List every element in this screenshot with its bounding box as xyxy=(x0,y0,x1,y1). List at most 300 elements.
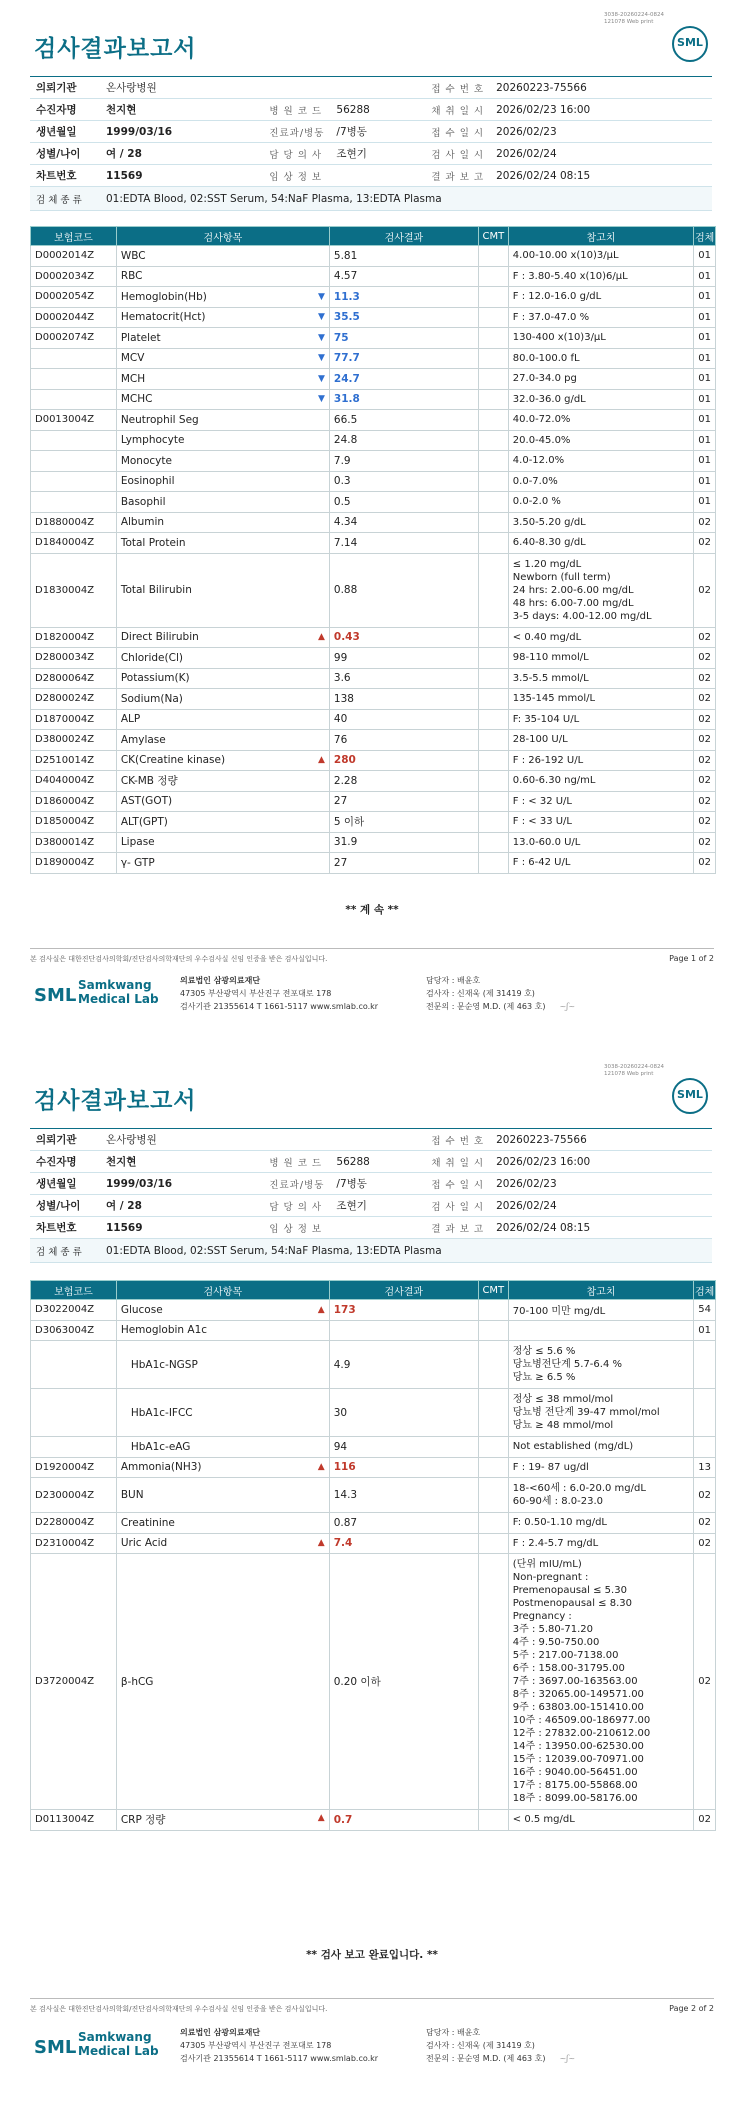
specimen-code: 02 xyxy=(694,1554,716,1810)
reference-range: 80.0-100.0 fL xyxy=(508,348,693,369)
insurance-code: D2310004Z xyxy=(31,1533,117,1554)
result-row xyxy=(31,689,716,710)
result-value: 0.5 xyxy=(329,492,478,513)
result-value: 4.57 xyxy=(329,266,478,287)
continue-note: ** 계 속 ** xyxy=(345,904,399,916)
specimen-code: 02 xyxy=(694,832,716,853)
insurance-code xyxy=(31,348,117,369)
reference-range: 6.40-8.30 g/dL xyxy=(508,533,693,554)
insurance-code: D0002054Z xyxy=(31,287,117,308)
result-value: 30 xyxy=(329,1389,478,1437)
result-value: 27 xyxy=(329,853,478,874)
insurance-code xyxy=(31,451,117,472)
specimen-code: 02 xyxy=(694,1513,716,1534)
result-value: 0.87 xyxy=(329,1513,478,1534)
test-item-label: Total Bilirubin xyxy=(120,584,192,596)
reference-range: 3.5-5.5 mmol/L xyxy=(508,668,693,689)
reference-range: 0.0-7.0% xyxy=(508,471,693,492)
test-item xyxy=(116,1554,329,1810)
specimen-code: 01 xyxy=(694,348,716,369)
patient-info-table: 의뢰기관 온사랑병원 접 수 번 호 20260223-75566 수진자명 천지현 병 원 코 드 56288 채 취 일 시 2026/02/23 16:00 생년월일 1999/03/16 진료과/병동 /7병동 접 수 일 시 2026/02/23 성별/나이 여 / 28 담 당 의 사 조현기 검 사 일 시 2026/02/24 차트번호 11569 임 상 정 보 결 과 보 고 2026/02/24 08:15 검 체 종 류 01:EDTA Blood, 02:SST Serum, 54:NaF Plasma, 13:EDTA Plasma xyxy=(30,1128,712,1263)
reference-range: 13.0-60.0 U/L xyxy=(508,832,693,853)
result-row xyxy=(31,832,716,853)
signature: ~ʃ~ xyxy=(559,1002,576,1011)
results-table xyxy=(30,1280,716,1831)
col-test-item: 검사항목 xyxy=(116,227,329,246)
reference-range: 135-145 mmol/L xyxy=(508,689,693,710)
result-value: 2.28 xyxy=(329,771,478,792)
test-item-label: Lipase xyxy=(120,836,155,849)
result-value: 280 xyxy=(329,750,478,771)
hospital-value: 온사랑병원 xyxy=(100,77,425,99)
insurance-code: D0002074Z xyxy=(31,328,117,349)
dob-value: 1999/03/16 xyxy=(100,121,263,143)
test-item-label: Glucose xyxy=(120,1303,163,1316)
sml-logo-mark: SML xyxy=(34,2037,77,2058)
cmt-cell xyxy=(478,389,508,410)
result-row xyxy=(31,266,716,287)
reference-range: Not established (mg/dL) xyxy=(508,1437,693,1458)
result-value: 0.20 이하 xyxy=(329,1554,478,1810)
high-flag-icon: ▲ xyxy=(317,1813,325,1824)
report-page-2 xyxy=(0,1052,744,2104)
specimen-code: 54 xyxy=(694,1300,716,1321)
test-item-label: ALT(GPT) xyxy=(120,815,168,828)
doctor-label: 담 당 의 사 xyxy=(263,143,330,165)
cmt-cell xyxy=(478,410,508,431)
specimen-code: 02 xyxy=(694,627,716,648)
result-row xyxy=(31,771,716,792)
test-item-label: Direct Bilirubin xyxy=(120,631,199,644)
signature: ~ʃ~ xyxy=(559,2054,576,2063)
specimen-code: 02 xyxy=(694,812,716,833)
chart-value: 11569 xyxy=(100,165,263,187)
cmt-cell xyxy=(478,471,508,492)
high-flag-icon: ▲ xyxy=(317,632,325,643)
result-row xyxy=(31,853,716,874)
result-value: 66.5 xyxy=(329,410,478,431)
insurance-code: D2510014Z xyxy=(31,750,117,771)
specimen-code: 02 xyxy=(694,648,716,669)
patient-value: 천지현 xyxy=(100,99,263,121)
result-value: 4.9 xyxy=(329,1341,478,1389)
test-item-label: Albumin xyxy=(120,516,165,529)
result-value: 75 xyxy=(329,328,478,349)
high-flag-icon: ▲ xyxy=(317,755,325,766)
cmt-cell xyxy=(478,1478,508,1513)
test-item-label: Platelet xyxy=(120,331,161,344)
test-item xyxy=(116,1320,329,1341)
result-row xyxy=(31,512,716,533)
test-date-label: 검 사 일 시 xyxy=(425,143,490,165)
result-row xyxy=(31,750,716,771)
test-item-label: Creatinine xyxy=(120,1516,175,1529)
insurance-code: D3063004Z xyxy=(31,1320,117,1341)
cmt-cell xyxy=(478,328,508,349)
specimen-code: 02 xyxy=(694,709,716,730)
reference-range: F: 35-104 U/L xyxy=(508,709,693,730)
test-item-label: CK-MB 정량 xyxy=(120,775,178,788)
test-item-label: γ- GTP xyxy=(120,856,155,869)
insurance-code xyxy=(31,471,117,492)
cmt-cell xyxy=(478,1300,508,1321)
cmt-cell xyxy=(478,1810,508,1831)
test-item xyxy=(116,730,329,751)
report-label: 결 과 보 고 xyxy=(425,165,490,187)
test-item-label: HbA1c-eAG xyxy=(130,1440,191,1453)
result-value: 4.34 xyxy=(329,512,478,533)
specimen-code: 01 xyxy=(694,410,716,431)
test-item-label: MCHC xyxy=(120,393,153,406)
page-number: Page 2 of 2 xyxy=(669,2004,714,2013)
cmt-cell xyxy=(478,648,508,669)
sml-logo: SML xyxy=(672,26,708,62)
reference-range: 130-400 x(10)3/μL xyxy=(508,328,693,349)
result-row xyxy=(31,648,716,669)
reference-range: F : 3.80-5.40 x(10)6/μL xyxy=(508,266,693,287)
hosp-code-label: 병 원 코 드 xyxy=(263,99,330,121)
lab-staff: 담당자 : 배윤호 검사자 : 신재욱 (제 31419 호) 전문의 : 문순영 M.D. (제 463 호) ~ʃ~ xyxy=(426,2028,576,2063)
test-item xyxy=(116,430,329,451)
report-value: 2026/02/24 08:15 xyxy=(490,165,712,187)
dept-label: 진료과/병동 xyxy=(263,121,330,143)
test-item xyxy=(116,471,329,492)
test-item xyxy=(116,1437,329,1458)
cmt-cell xyxy=(478,348,508,369)
test-item-label: Basophil xyxy=(120,495,166,508)
receipt-no-value: 20260223-75566 xyxy=(490,77,712,99)
insurance-code: D2280004Z xyxy=(31,1513,117,1534)
test-item xyxy=(116,1478,329,1513)
cmt-cell xyxy=(478,1513,508,1534)
test-item xyxy=(116,771,329,792)
high-flag-icon: ▲ xyxy=(317,1462,325,1473)
result-row xyxy=(31,1554,716,1810)
result-row xyxy=(31,492,716,513)
specimen-code: 01 xyxy=(694,246,716,267)
test-item-label: Chloride(Cl) xyxy=(120,651,183,664)
specimen-code: 01 xyxy=(694,389,716,410)
result-value: 24.8 xyxy=(329,430,478,451)
test-item xyxy=(116,853,329,874)
reference-range: 20.0-45.0% xyxy=(508,430,693,451)
reference-range: F : 37.0-47.0 % xyxy=(508,307,693,328)
specimen-code: 01 xyxy=(694,492,716,513)
print-meta: 3038-20260224-0824 121078 Web print xyxy=(604,1064,664,1077)
reference-range: 98-110 mmol/L xyxy=(508,648,693,669)
result-row xyxy=(31,1478,716,1513)
result-row xyxy=(31,328,716,349)
insurance-code: D0002044Z xyxy=(31,307,117,328)
result-row xyxy=(31,471,716,492)
cmt-cell xyxy=(478,1320,508,1341)
low-flag-icon: ▼ xyxy=(317,312,325,323)
test-item xyxy=(116,1810,329,1831)
result-value: 138 xyxy=(329,689,478,710)
reference-range: 27.0-34.0 pg xyxy=(508,369,693,390)
insurance-code: D1880004Z xyxy=(31,512,117,533)
insurance-code: D0002034Z xyxy=(31,266,117,287)
result-value: 173 xyxy=(329,1300,478,1321)
cmt-cell xyxy=(478,771,508,792)
result-value: 0.88 xyxy=(329,553,478,627)
test-item-label: Sodium(Na) xyxy=(120,692,183,705)
reference-range: F : 6-42 U/L xyxy=(508,853,693,874)
low-flag-icon: ▼ xyxy=(317,353,325,364)
reference-range xyxy=(508,1320,693,1341)
test-item-label: MCV xyxy=(120,352,145,365)
insurance-code: D1840004Z xyxy=(31,533,117,554)
insurance-code xyxy=(31,389,117,410)
hosp-code-value: 56288 xyxy=(330,99,425,121)
reference-range: ≤ 1.20 mg/dL Newborn (full term) 24 hrs: 2.00-6.00 mg/dL 48 hrs: 6.00-7.00 mg/dL 3-5 days: 4.00-12.00 mg/dL xyxy=(508,553,693,627)
insurance-code xyxy=(31,430,117,451)
sml-logo-mark: SML xyxy=(34,985,77,1006)
cmt-cell xyxy=(478,1457,508,1478)
samkwang-logo: SML Samkwang Medical Lab xyxy=(34,2026,164,2066)
col-specimen: 검체 xyxy=(694,1281,716,1300)
insurance-code xyxy=(31,1389,117,1437)
insurance-code: D1870004Z xyxy=(31,709,117,730)
insurance-code: D1860004Z xyxy=(31,791,117,812)
reference-range: 정상 ≤ 38 mmol/mol 당뇨병 전단계 39-47 mmol/mol 당뇨 ≥ 48 mmol/mol xyxy=(508,1389,693,1437)
test-date-value: 2026/02/24 xyxy=(490,143,712,165)
receipt-date-value: 2026/02/23 xyxy=(490,121,712,143)
result-row xyxy=(31,430,716,451)
test-item-label: MCH xyxy=(120,372,146,385)
specimen-code: 02 xyxy=(694,1533,716,1554)
result-value: 27 xyxy=(329,791,478,812)
footer-divider xyxy=(30,948,714,949)
insurance-code xyxy=(31,492,117,513)
test-item xyxy=(116,750,329,771)
test-item xyxy=(116,689,329,710)
test-item-label: Hemoglobin(Hb) xyxy=(120,290,207,303)
specimen-code: 01 xyxy=(694,287,716,308)
test-item xyxy=(116,648,329,669)
result-row xyxy=(31,1437,716,1458)
result-row xyxy=(31,1533,716,1554)
test-item-label: WBC xyxy=(120,249,146,262)
test-item xyxy=(116,389,329,410)
specimen-label: 검 체 종 류 xyxy=(30,187,100,211)
insurance-code: D1850004Z xyxy=(31,812,117,833)
result-value: 7.9 xyxy=(329,451,478,472)
insurance-code xyxy=(31,1437,117,1458)
test-item xyxy=(116,451,329,472)
cmt-cell xyxy=(478,1437,508,1458)
insurance-code: D0002014Z xyxy=(31,246,117,267)
collect-label: 채 취 일 시 xyxy=(425,99,490,121)
result-value: 76 xyxy=(329,730,478,751)
result-row xyxy=(31,348,716,369)
result-row xyxy=(31,246,716,267)
collect-value: 2026/02/23 16:00 xyxy=(490,99,712,121)
result-row xyxy=(31,1389,716,1437)
specimen-code xyxy=(694,1437,716,1458)
result-row xyxy=(31,307,716,328)
accreditation-note: 본 검사실은 대한진단검사의학회/진단검사의학재단의 우수검사실 신임 인증을 받은 검사실입니다. xyxy=(30,955,328,963)
result-value: 0.43 xyxy=(329,627,478,648)
col-insurance-code: 보험코드 xyxy=(31,227,117,246)
result-row xyxy=(31,1457,716,1478)
test-item xyxy=(116,1513,329,1534)
result-row xyxy=(31,1300,716,1321)
cmt-cell xyxy=(478,1341,508,1389)
result-value: 31.8 xyxy=(329,389,478,410)
low-flag-icon: ▼ xyxy=(317,291,325,302)
reference-range: F : 12.0-16.0 g/dL xyxy=(508,287,693,308)
test-item-label: Hematocrit(Hct) xyxy=(120,311,206,324)
lab-staff: 담당자 : 배윤호 검사자 : 신재욱 (제 31419 호) 전문의 : 문순영 M.D. (제 463 호) ~ʃ~ xyxy=(426,976,576,1011)
reference-range: 정상 ≤ 5.6 % 당뇨병전단계 5.7-6.4 % 당뇨 ≥ 6.5 % xyxy=(508,1341,693,1389)
col-result: 검사결과 xyxy=(329,227,478,246)
test-item xyxy=(116,668,329,689)
specimen-code xyxy=(694,1341,716,1389)
col-test-item: 검사항목 xyxy=(116,1281,329,1300)
sml-logo: SML xyxy=(672,1078,708,1114)
specimen-code: 02 xyxy=(694,689,716,710)
cmt-cell xyxy=(478,1554,508,1810)
cmt-cell xyxy=(478,1389,508,1437)
reference-range: 0.0-2.0 % xyxy=(508,492,693,513)
cmt-cell xyxy=(478,627,508,648)
insurance-code: D4040004Z xyxy=(31,771,117,792)
reference-range: F : < 32 U/L xyxy=(508,791,693,812)
cmt-cell xyxy=(478,307,508,328)
result-value: 116 xyxy=(329,1457,478,1478)
test-item xyxy=(116,1341,329,1389)
insurance-code xyxy=(31,1341,117,1389)
sex-value: 여 / 28 xyxy=(100,143,263,165)
specimen-code: 01 xyxy=(694,307,716,328)
dob-label: 생년월일 xyxy=(30,121,100,143)
reference-range: 32.0-36.0 g/dL xyxy=(508,389,693,410)
insurance-code: D2800064Z xyxy=(31,668,117,689)
reference-range: F : 2.4-5.7 mg/dL xyxy=(508,1533,693,1554)
test-item xyxy=(116,287,329,308)
result-value: 11.3 xyxy=(329,287,478,308)
insurance-code: D1820004Z xyxy=(31,627,117,648)
cmt-cell xyxy=(478,689,508,710)
test-item-label: Amylase xyxy=(120,733,166,746)
insurance-code: D2300004Z xyxy=(31,1478,117,1513)
specimen-code: 02 xyxy=(694,1478,716,1513)
cmt-cell xyxy=(478,266,508,287)
accreditation-note: 본 검사실은 대한진단검사의학회/진단검사의학재단의 우수검사실 신임 인증을 받은 검사실입니다. xyxy=(30,2005,328,2013)
specimen-code: 13 xyxy=(694,1457,716,1478)
result-row xyxy=(31,1810,716,1831)
test-item-label: Eosinophil xyxy=(120,475,175,488)
test-item-label: ALP xyxy=(120,713,141,726)
reference-range: 40.0-72.0% xyxy=(508,410,693,431)
result-value: 7.14 xyxy=(329,533,478,554)
col-insurance-code: 보험코드 xyxy=(31,1281,117,1300)
insurance-code: D0013004Z xyxy=(31,410,117,431)
test-item-label: HbA1c-IFCC xyxy=(130,1406,193,1419)
result-row xyxy=(31,369,716,390)
insurance-code: D2800024Z xyxy=(31,689,117,710)
result-row xyxy=(31,812,716,833)
cmt-cell xyxy=(478,246,508,267)
cmt-cell xyxy=(478,369,508,390)
low-flag-icon: ▼ xyxy=(317,373,325,384)
doctor-value: 조현기 xyxy=(330,143,425,165)
test-item-label: HbA1c-NGSP xyxy=(130,1358,198,1371)
clinical-value xyxy=(330,165,425,187)
insurance-code: D2800034Z xyxy=(31,648,117,669)
test-item-label: Lymphocyte xyxy=(120,434,185,447)
insurance-code: D1890004Z xyxy=(31,853,117,874)
test-item-label: BUN xyxy=(120,1489,144,1501)
result-row xyxy=(31,627,716,648)
reference-range: 28-100 U/L xyxy=(508,730,693,751)
cmt-cell xyxy=(478,709,508,730)
col-cmt: CMT xyxy=(478,1281,508,1300)
results-table xyxy=(30,226,716,874)
test-item-label: CK(Creatine kinase) xyxy=(120,754,226,767)
reference-range: 4.00-10.00 x(10)3/μL xyxy=(508,246,693,267)
lab-address: 의료법인 삼광의료재단 47305 부산광역시 부산진구 전포대로 178 검사기관 21355614 T 1661-5117 www.smlab.co.kr xyxy=(180,976,379,1011)
result-row xyxy=(31,389,716,410)
reference-range: F : < 33 U/L xyxy=(508,812,693,833)
print-meta: 3038-20260224-0824 121078 Web print xyxy=(604,12,664,25)
test-item-label: Neutrophil Seg xyxy=(120,413,199,426)
specimen-value: 01:EDTA Blood, 02:SST Serum, 54:NaF Plasma, 13:EDTA Plasma xyxy=(100,187,712,211)
cmt-cell xyxy=(478,812,508,833)
reference-range: 70-100 미만 mg/dL xyxy=(508,1300,693,1321)
cmt-cell xyxy=(478,791,508,812)
reference-range: < 0.5 mg/dL xyxy=(508,1810,693,1831)
insurance-code: D0113004Z xyxy=(31,1810,117,1831)
test-item-label: CRP 정량 xyxy=(120,1814,166,1827)
high-flag-icon: ▲ xyxy=(317,1538,325,1549)
low-flag-icon: ▼ xyxy=(317,332,325,343)
test-item xyxy=(116,348,329,369)
cmt-cell xyxy=(478,492,508,513)
test-item xyxy=(116,328,329,349)
test-item xyxy=(116,1533,329,1554)
result-row xyxy=(31,730,716,751)
test-item xyxy=(116,1457,329,1478)
reference-range: < 0.40 mg/dL xyxy=(508,627,693,648)
reference-range: 4.0-12.0% xyxy=(508,451,693,472)
specimen-code: 02 xyxy=(694,512,716,533)
result-row xyxy=(31,287,716,308)
samkwang-logo: SML Samkwang Medical Lab xyxy=(34,974,164,1014)
specimen-code: 02 xyxy=(694,771,716,792)
test-item-label: Ammonia(NH3) xyxy=(120,1461,202,1474)
chart-label: 차트번호 xyxy=(30,165,100,187)
cmt-cell xyxy=(478,451,508,472)
specimen-code: 02 xyxy=(694,791,716,812)
result-row xyxy=(31,451,716,472)
complete-note: ** 검사 보고 완료입니다. ** xyxy=(306,1949,438,1961)
col-reference: 참고치 xyxy=(508,227,693,246)
test-item xyxy=(116,266,329,287)
result-value: 0.7 xyxy=(329,1810,478,1831)
cmt-cell xyxy=(478,853,508,874)
clinical-label: 임 상 정 보 xyxy=(263,165,330,187)
cmt-cell xyxy=(478,533,508,554)
test-item xyxy=(116,512,329,533)
insurance-code: D1830004Z xyxy=(31,553,117,627)
patient-info-table xyxy=(30,76,712,211)
test-item-label: Monocyte xyxy=(120,454,172,467)
result-value: 14.3 xyxy=(329,1478,478,1513)
result-value: 94 xyxy=(329,1437,478,1458)
result-row xyxy=(31,1513,716,1534)
